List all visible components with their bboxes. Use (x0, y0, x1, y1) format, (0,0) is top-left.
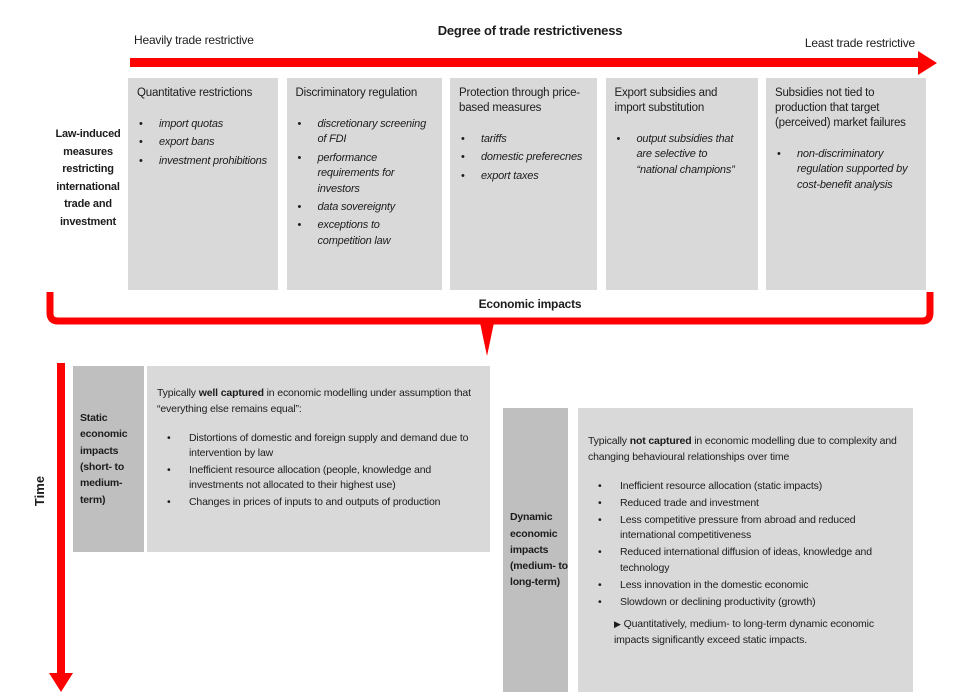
measure-box-discriminatory-regulation (287, 78, 442, 290)
axis-title: Degree of trade restrictiveness (437, 23, 623, 38)
bullet-item: • non-discriminatory regulation supported by cost-benefit analysis (775, 147, 917, 193)
dynamic-note-text: Quantitatively, medium- to long-term dynamic economic impacts significantly exceed static impacts. (614, 618, 874, 646)
bullet-item: • Slowdown or declining productivity (growth) (588, 595, 905, 610)
dynamic-intro: Typically not captured in economic modelling due to complexity and changing behavioural relationships over time (588, 435, 897, 463)
restrictiveness-arrow (130, 58, 918, 67)
dynamic-impacts-panel (578, 408, 913, 692)
bullet-item: • export bans (137, 135, 269, 150)
measure-bullet-list (615, 132, 749, 178)
bullet-item: • Changes in prices of inputs to and outputs of production (157, 495, 480, 510)
static-impacts-panel (147, 366, 490, 552)
static-impacts-label (73, 366, 144, 552)
axis-label-heavily-restrictive: Heavily trade restrictive (134, 33, 254, 47)
dynamic-intro-emphasis: not captured (629, 435, 692, 447)
measure-box-price-based-protection (450, 78, 597, 290)
note-arrow-icon: ▶ (614, 619, 621, 630)
measure-boxes-row (128, 78, 926, 290)
time-axis-label: Time (32, 475, 47, 507)
economic-impacts-label: Economic impacts (478, 297, 582, 311)
bullet-item: • Inefficient resource allocation (people, knowledge and investments not allocated to their highest use) (157, 463, 480, 493)
measure-box-title: Export subsidies and import substitution (614, 87, 718, 114)
dynamic-impacts-label (503, 408, 568, 692)
measure-bullet-list (137, 117, 269, 169)
static-intro-emphasis: well captured (198, 387, 264, 399)
measure-box-title: Discriminatory regulation (295, 87, 418, 99)
bullet-item: • exceptions to competition law (296, 218, 433, 249)
measure-bullet-list (459, 132, 588, 184)
bullet-item: • export taxes (459, 169, 588, 184)
bullet-item: • Inefficient resource allocation (static impacts) (588, 479, 905, 494)
bullet-item: • discretionary screening of FDI (296, 117, 433, 148)
measure-box-title: Quantitative restrictions (137, 87, 253, 99)
bullet-item: • domestic preferecnes (459, 150, 588, 165)
static-impacts-label-text: Static economic impacts (short- to medium-term) (80, 412, 128, 506)
bullet-item: • import quotas (137, 117, 269, 132)
bullet-item: • investment prohibitions (137, 154, 269, 169)
dynamic-impacts-label-text: Dynamic economic impacts (medium- to long-term) (510, 511, 568, 589)
down-arrowhead-icon (49, 673, 73, 692)
bullet-item: • Less innovation in the domestic economic (588, 578, 905, 593)
time-arrow (57, 363, 65, 673)
measure-box-title: Subsidies not tied to production that target (perceived) market failures (775, 87, 906, 129)
bullet-item: • Distortions of domestic and foreign supply and demand due to intervention by law (157, 431, 480, 461)
law-induced-measures-label: Law-induced measures restricting international trade and investment (55, 128, 121, 228)
bullet-item: • performance requirements for investors (296, 151, 433, 197)
measure-bullet-list (296, 117, 433, 249)
measure-box-quantitative-restrictions (128, 78, 278, 290)
measure-box-export-subsidies (606, 78, 758, 290)
bullet-item: • Reduced trade and investment (588, 496, 905, 511)
static-intro: Typically well captured in economic modelling under assumption that “everything else remains equal”: (157, 387, 471, 415)
bullet-item: • tariffs (459, 132, 588, 147)
right-arrowhead-icon (918, 51, 937, 75)
static-bullet-list (157, 431, 480, 511)
measure-bullet-list (775, 147, 917, 193)
bullet-item: • data sovereignty (296, 200, 433, 215)
dynamic-note (588, 617, 905, 649)
bullet-item: • Reduced international diffusion of ideas, knowledge and technology (588, 545, 905, 575)
bullet-item: • Less competitive pressure from abroad and reduced international competitiveness (588, 513, 905, 543)
measure-box-title: Protection through price-based measures (459, 87, 580, 114)
dynamic-bullet-list (588, 479, 905, 611)
bullet-item: • output subsidies that are selective to “national champions” (615, 132, 749, 178)
axis-label-least-restrictive: Least trade restrictive (804, 36, 915, 50)
measure-box-subsidies-market-failures (766, 78, 926, 290)
